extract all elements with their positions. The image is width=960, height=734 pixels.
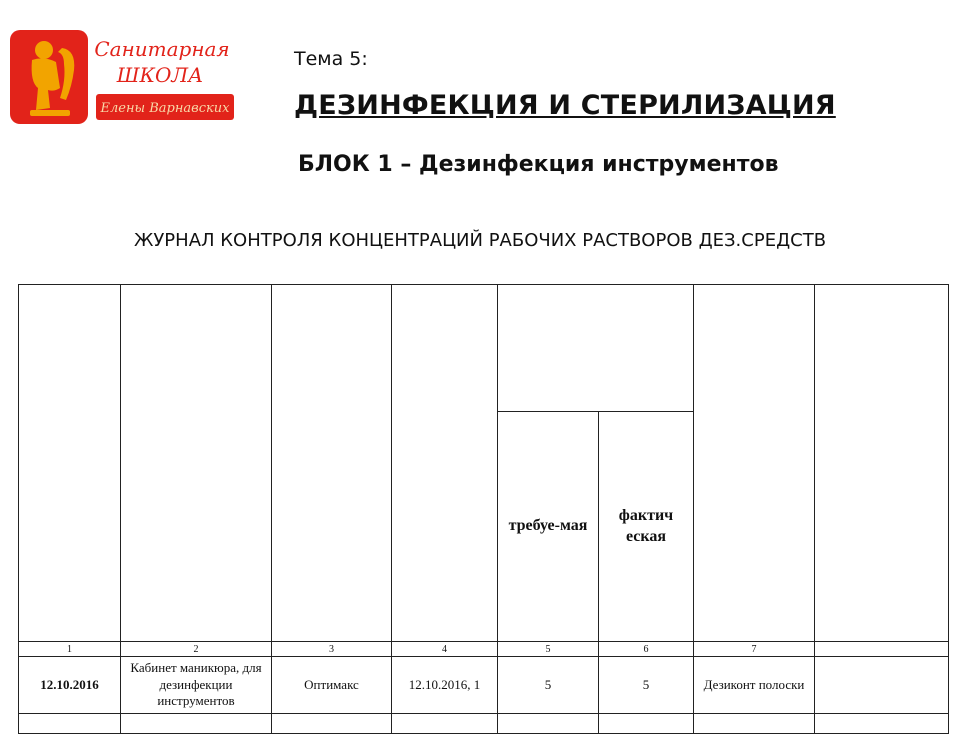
empty-cell — [121, 714, 272, 734]
subheader-actual: фактич еская — [599, 412, 694, 642]
row-actual-concentration: 5 — [599, 657, 694, 714]
main-title: ДЕЗИНФЕКЦИЯ И СТЕРИЛИЗАЦИЯ — [294, 90, 836, 121]
column-number: 4 — [392, 642, 498, 657]
column-number: 5 — [498, 642, 599, 657]
journal-title: ЖУРНАЛ КОНТРОЛЯ КОНЦЕНТРАЦИЙ РАБОЧИХ РАСТВОРОВ ДЕЗ.СРЕДСТВ — [133, 230, 827, 251]
header-cell-3 — [272, 285, 392, 642]
row-control-method: Дезиконт полоски — [694, 657, 815, 714]
sanitary-school-logo — [10, 30, 236, 124]
header-cell-concentration — [498, 285, 694, 412]
column-number: 7 — [694, 642, 815, 657]
row-required-concentration: 5 — [498, 657, 599, 714]
row-extra — [815, 657, 949, 714]
column-number: 2 — [121, 642, 272, 657]
row-place: Кабинет маникюра, для дезинфекции инструментов — [121, 657, 272, 714]
header-cell-1 — [19, 285, 121, 642]
logo-line1: Санитарная — [94, 37, 230, 61]
row-prepared: 12.10.2016, 1 — [392, 657, 498, 714]
column-number: 6 — [599, 642, 694, 657]
column-numbers-row — [19, 642, 949, 657]
table-row — [19, 657, 949, 714]
row-date: 12.10.2016 — [19, 657, 121, 714]
empty-cell — [272, 714, 392, 734]
table-row-empty — [19, 714, 949, 734]
header-cell-4 — [392, 285, 498, 642]
empty-cell — [599, 714, 694, 734]
column-number: 3 — [272, 642, 392, 657]
logo-line2: ШКОЛА — [116, 63, 204, 87]
empty-cell — [392, 714, 498, 734]
empty-cell — [815, 714, 949, 734]
row-agent: Оптимакс — [272, 657, 392, 714]
empty-cell — [498, 714, 599, 734]
logo-line3: Елены Варнавских — [100, 101, 230, 116]
header-cell-7 — [694, 285, 815, 642]
column-number: 1 — [19, 642, 121, 657]
header-cell-8 — [815, 285, 949, 642]
subheader-required: требуе-мая — [498, 412, 599, 642]
topic-label: Тема 5: — [294, 48, 368, 70]
table-header-row — [19, 285, 949, 412]
journal-table — [18, 284, 949, 734]
header-cell-2 — [121, 285, 272, 642]
column-number — [815, 642, 949, 657]
empty-cell — [19, 714, 121, 734]
empty-cell — [694, 714, 815, 734]
block-title: БЛОК 1 – Дезинфекция инструментов — [298, 152, 779, 177]
